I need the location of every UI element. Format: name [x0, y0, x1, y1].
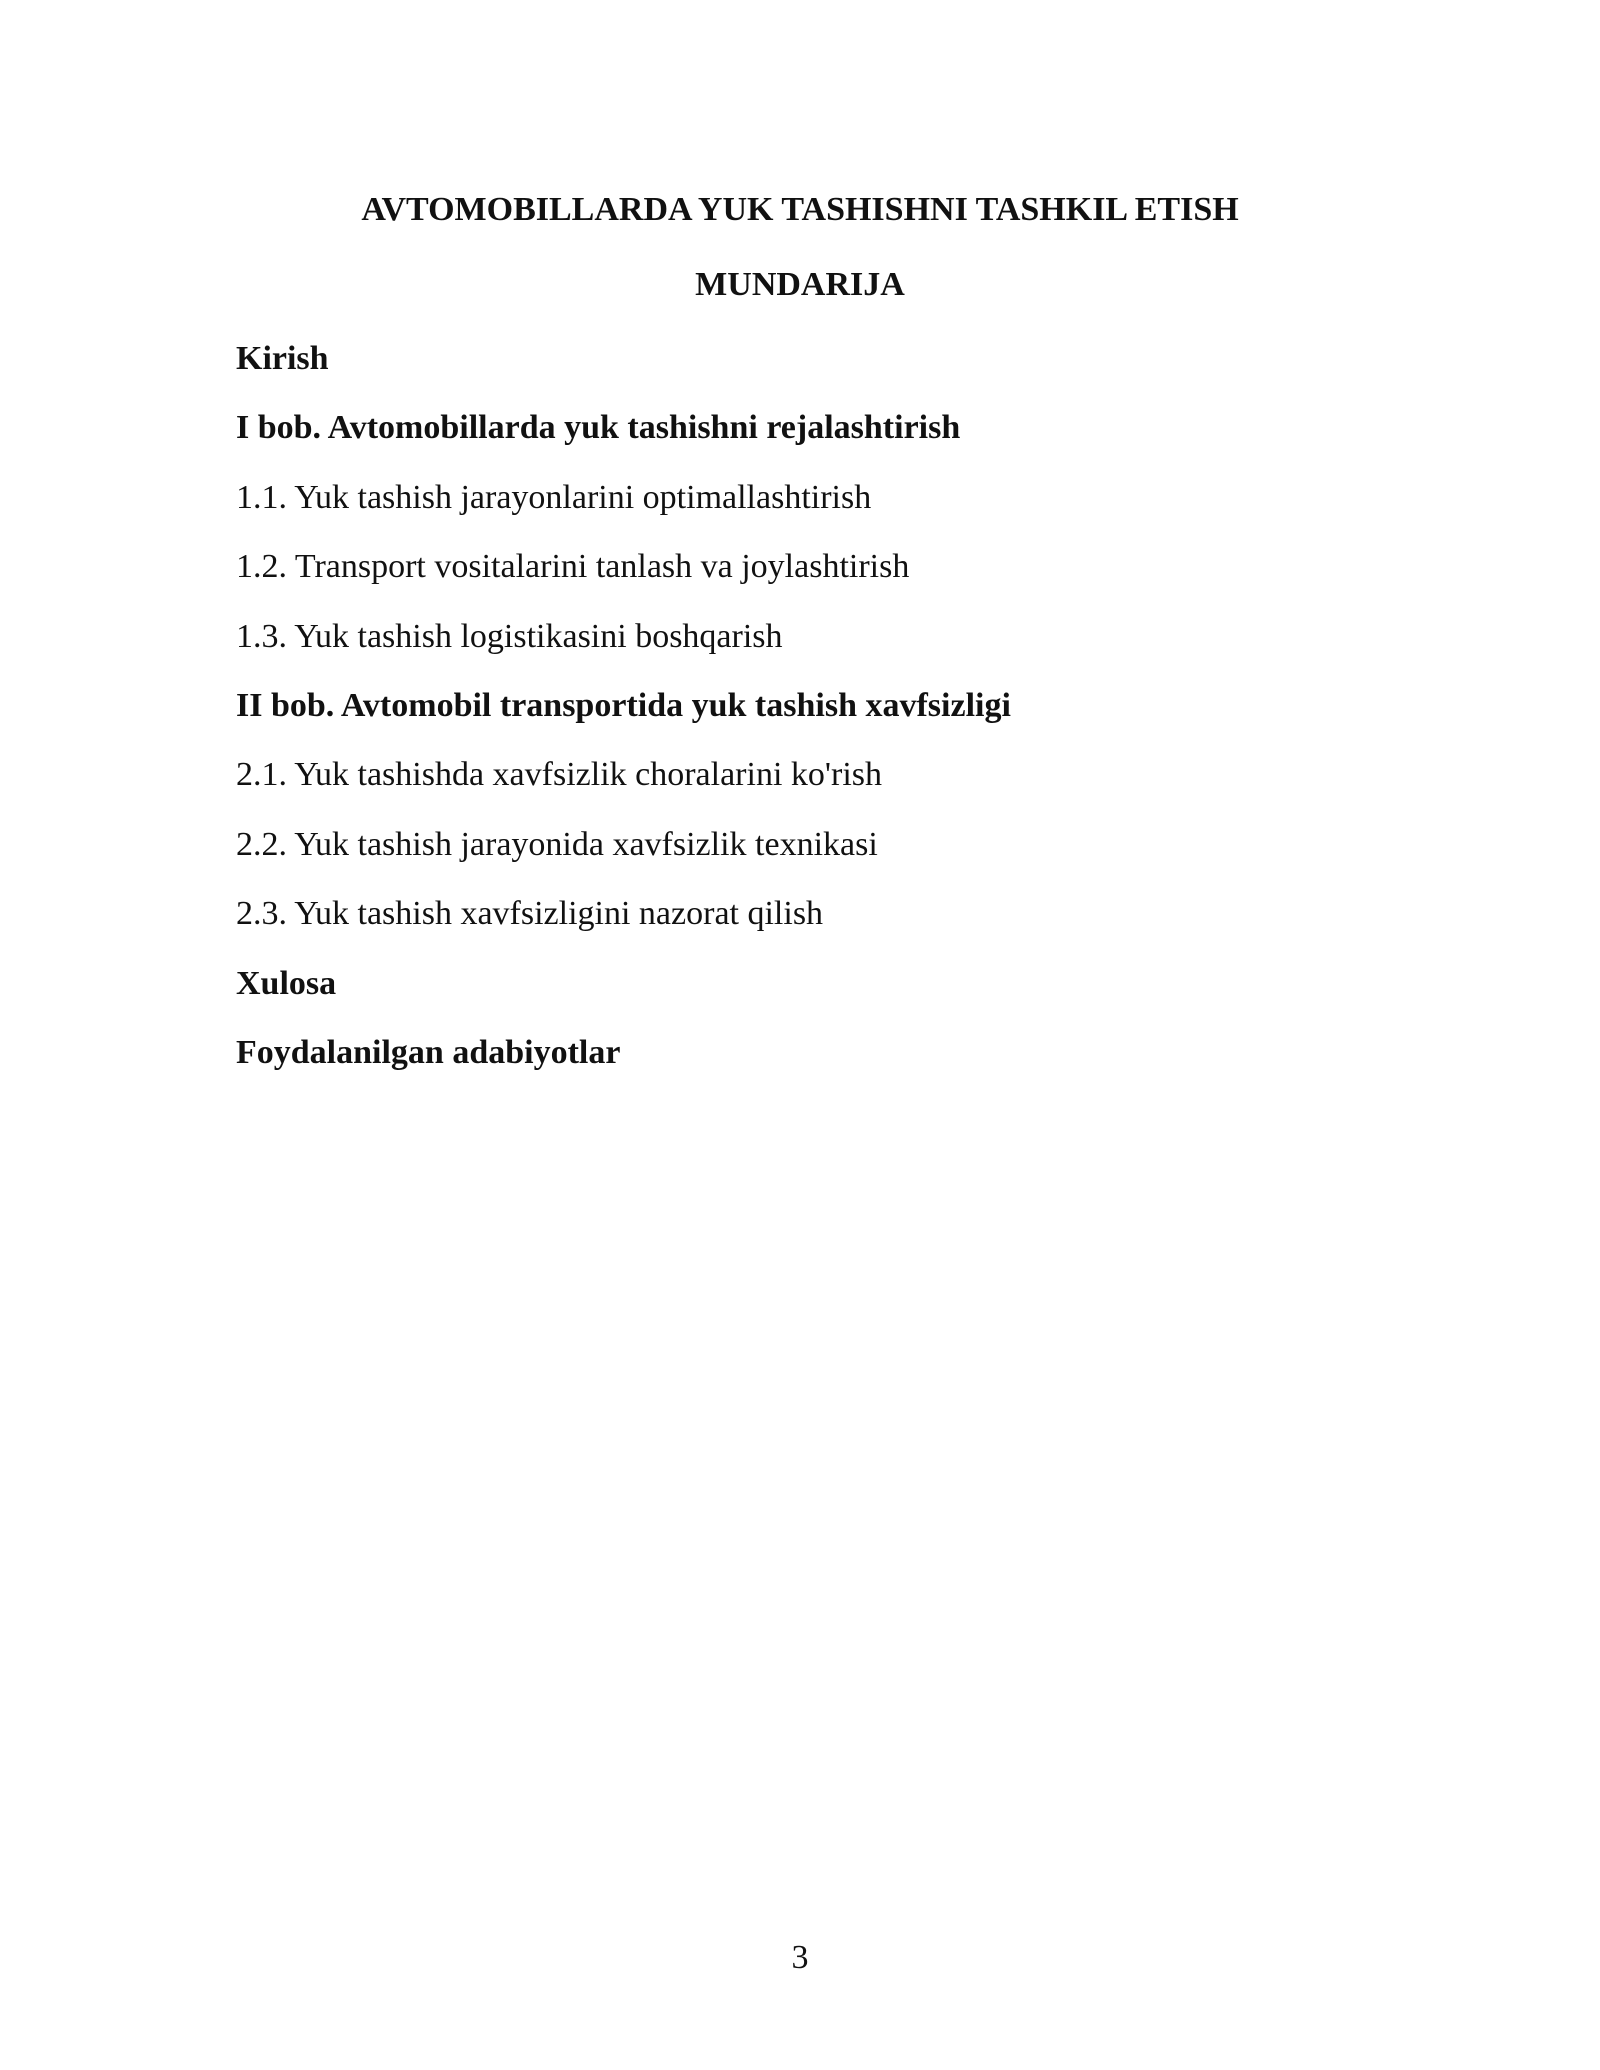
document-title: AVTOMOBILLARDA YUK TASHISHNI TASHKIL ETISH: [361, 191, 1239, 228]
toc-entry-chapter-2: II bob. Avtomobil transportida yuk tashish xavfsizligi: [236, 686, 1011, 724]
toc-entry-2-3: 2.3. Yuk tashish xavfsizligini nazorat qilish: [236, 895, 824, 933]
toc-entry-1-1: 1.1. Yuk tashish jarayonlarini optimallashtirish: [236, 478, 872, 516]
toc-entry-1-2: 1.2. Transport vositalarini tanlash va joylashtirish: [236, 548, 910, 586]
toc-entry-1-3: 1.3. Yuk tashish logistikasini boshqarish: [236, 617, 783, 655]
toc-entry-chapter-1: I bob. Avtomobillarda yuk tashishni rejalashtirish: [236, 409, 961, 447]
toc-entry-2-1: 2.1. Yuk tashishda xavfsizlik choralarini ko'rish: [236, 756, 883, 794]
toc-entry-references: Foydalanilgan adabiyotlar: [236, 1033, 621, 1071]
toc-entry-xulosa: Xulosa: [236, 964, 337, 1002]
toc-heading: MUNDARIJA: [695, 266, 905, 303]
page-number: 3: [791, 1939, 809, 1976]
toc-entry-kirish: Kirish: [236, 340, 329, 377]
table-of-contents: [236, 335, 1436, 1098]
toc-entry-2-2: 2.2. Yuk tashish jarayonida xavfsizlik texnikasi: [236, 825, 878, 863]
